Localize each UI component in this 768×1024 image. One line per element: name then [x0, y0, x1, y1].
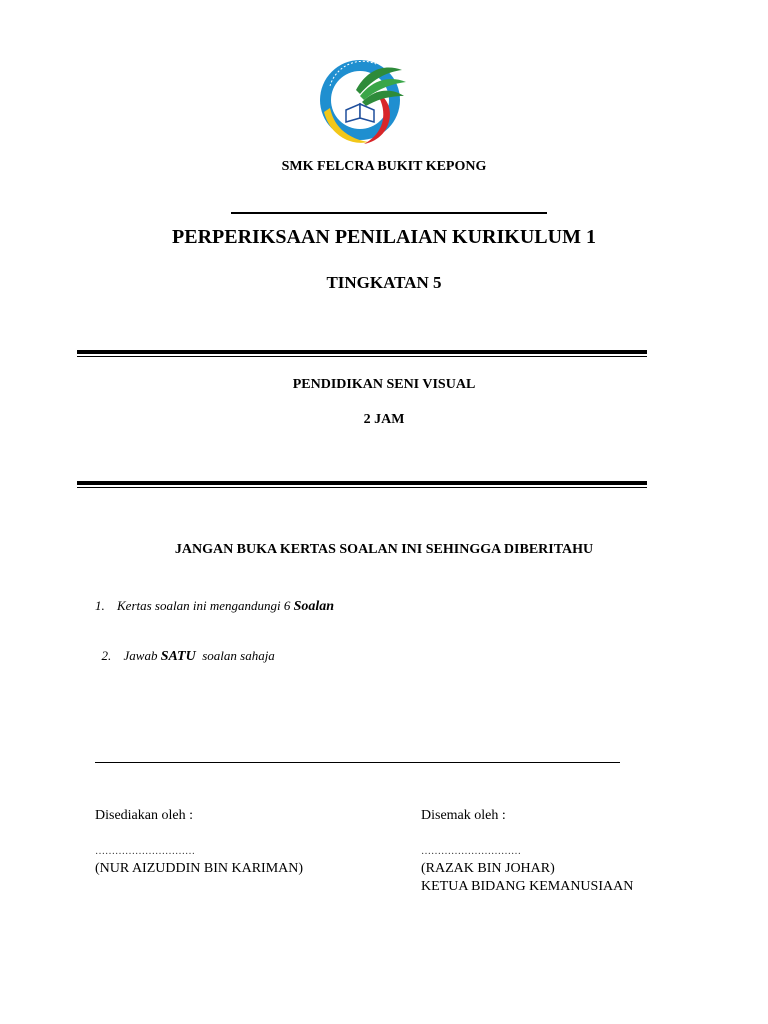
signature-section-rule: [95, 762, 620, 763]
instruction-text-tail: soalan sahaja: [195, 648, 275, 663]
instruction-emphasis: SATU: [160, 649, 196, 664]
instruction-emphasis: Soalan: [293, 599, 335, 614]
checked-by-title: KETUA BIDANG KEMANUSIAAN: [421, 879, 634, 894]
exam-title: PERPERIKSAAN PENILAIAN KURIKULUM 1: [172, 226, 596, 248]
warning-notice: JANGAN BUKA KERTAS SOALAN INI SEHINGGA DIBERITAHU: [174, 542, 594, 557]
instruction-text: Jawab: [123, 648, 161, 663]
prepared-by-name: (NUR AIZUDDIN BIN KARIMAN): [95, 861, 304, 876]
prepared-signature-line: …………………………: [95, 846, 195, 857]
subject-name: PENDIDIKAN SENI VISUAL: [292, 377, 476, 392]
school-name: SMK FELCRA BUKIT KEPONG: [281, 159, 487, 174]
double-rule-bottom: [77, 481, 647, 488]
school-crest-logo: [316, 52, 408, 150]
instruction-number: 2.: [101, 648, 112, 663]
instruction-item: [95, 598, 334, 615]
checked-by-name: (RAZAK BIN JOHAR): [421, 861, 555, 876]
prepared-by-label: Disediakan oleh :: [95, 808, 193, 823]
form-level: TINGKATAN 5: [326, 273, 442, 292]
checked-by-label: Disemak oleh :: [421, 808, 506, 823]
instruction-text: Kertas soalan ini mengandungi 6: [117, 598, 294, 613]
title-rule: [231, 212, 547, 214]
checked-signature-line: …………………………: [421, 846, 521, 857]
double-rule-top: [77, 350, 647, 357]
instruction-number: 1.: [95, 598, 105, 613]
exam-duration: 2 JAM: [363, 412, 405, 427]
instruction-item: [95, 632, 275, 665]
